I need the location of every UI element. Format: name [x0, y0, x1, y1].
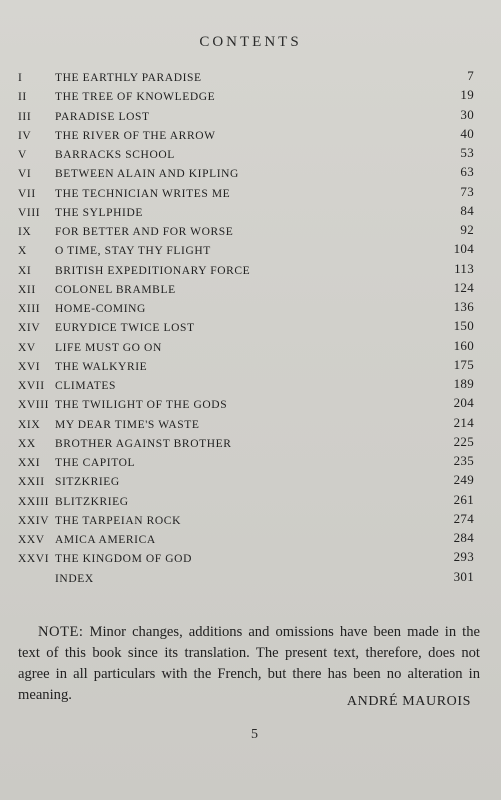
chapter-number: VI	[18, 168, 32, 181]
page-title: CONTENTS	[199, 34, 302, 50]
chapter-number: XVIII	[18, 399, 50, 412]
toc-row	[18, 472, 474, 495]
note-text: Minor changes, additions and omissions have been made in the text of this book since its translation. The present text, therefore, does not agree in all particulars with the French, but there has been no alteration in meaning.	[18, 624, 480, 703]
toc-row	[18, 125, 474, 149]
chapter-number: X	[18, 245, 27, 258]
index-page: 301	[453, 568, 474, 584]
note-label: NOTE:	[38, 624, 84, 640]
chapter-title: THE TECHNICIAN WRITES ME	[55, 187, 231, 200]
chapter-title: BLITZKRIEG	[55, 495, 129, 508]
chapter-number: XVI	[18, 360, 41, 373]
toc-row	[18, 202, 474, 226]
toc-row	[18, 433, 474, 457]
chapter-title: AMICA AMERICA	[55, 534, 156, 546]
chapter-page: 235	[453, 453, 474, 468]
toc-row	[18, 530, 474, 553]
index-title: INDEX	[55, 572, 94, 585]
toc-row	[18, 241, 474, 264]
chapter-page: 293	[453, 549, 474, 565]
toc-row	[18, 260, 474, 284]
chapter-number: XI	[18, 264, 32, 277]
chapter-number: XXIII	[18, 495, 50, 508]
chapter-number: III	[18, 110, 32, 123]
chapter-number: XXVI	[18, 553, 50, 566]
chapter-page: 150	[453, 318, 474, 334]
chapter-title: THE TREE OF KNOWLEDGE	[55, 91, 216, 104]
chapter-page: 214	[453, 414, 474, 430]
chapter-page: 40	[460, 125, 474, 141]
chapter-title: THE CAPITOL	[55, 457, 136, 469]
chapter-page: 225	[453, 433, 474, 449]
toc-row	[18, 299, 474, 322]
toc-row	[18, 491, 474, 515]
chapter-page: 113	[454, 260, 474, 276]
chapter-title: THE TARPEIAN ROCK	[55, 514, 181, 527]
chapter-title: BETWEEN ALAIN AND KIPLING	[55, 168, 239, 181]
chapter-number: VIII	[18, 206, 41, 219]
chapter-number: XVII	[18, 380, 45, 392]
chapter-title: BROTHER AGAINST BROTHER	[55, 437, 232, 450]
toc-row	[18, 395, 474, 418]
chapter-title: LIFE MUST GO ON	[55, 341, 162, 354]
chapter-number: IV	[18, 129, 32, 142]
chapter-title: HOME-COMING	[55, 303, 146, 315]
chapter-title: BARRACKS SCHOOL	[55, 149, 175, 161]
chapter-title: O TIME, STAY THY FLIGHT	[55, 245, 211, 258]
toc-row	[18, 510, 474, 534]
chapter-title: THE KINGDOM OF GOD	[55, 553, 192, 566]
chapter-title: BRITISH EXPEDITIONARY FORCE	[55, 264, 251, 277]
chapter-page: 189	[453, 376, 474, 391]
toc-row-index	[18, 568, 474, 592]
chapter-page: 30	[460, 106, 474, 122]
chapter-page: 84	[460, 202, 474, 218]
page-number: 5	[251, 727, 258, 742]
toc-row	[18, 453, 474, 476]
chapter-title: THE SYLPHIDE	[55, 206, 144, 219]
chapter-title: THE TWILIGHT OF THE GODS	[55, 399, 228, 412]
toc-row	[18, 318, 474, 341]
chapter-number: V	[18, 149, 27, 161]
chapter-number: I	[18, 72, 23, 84]
chapter-page: 53	[460, 145, 474, 160]
table-of-contents	[18, 68, 474, 592]
chapter-title: MY DEAR TIME'S WASTE	[55, 418, 200, 431]
chapter-number: II	[18, 91, 27, 104]
chapter-number: VII	[18, 187, 36, 200]
chapter-page: 63	[460, 164, 474, 180]
toc-row	[18, 356, 474, 380]
chapter-title: THE RIVER OF THE ARROW	[55, 129, 216, 142]
chapter-title: EURYDICE TWICE LOST	[55, 322, 195, 335]
toc-row	[18, 183, 474, 207]
chapter-title: SITZKRIEG	[55, 476, 120, 489]
chapter-number: XXI	[18, 457, 41, 469]
toc-row	[18, 222, 474, 245]
chapter-title: THE WALKYRIE	[55, 360, 148, 373]
chapter-number: XIV	[18, 322, 41, 335]
chapter-page: 160	[453, 337, 474, 353]
chapter-number: XII	[18, 283, 36, 296]
chapter-title: THE EARTHLY PARADISE	[55, 72, 202, 84]
chapter-page: 274	[453, 510, 474, 526]
toc-row	[18, 376, 474, 399]
chapter-title: COLONEL BRAMBLE	[55, 283, 176, 296]
chapter-page: 92	[460, 222, 474, 237]
chapter-number: XXIV	[18, 514, 50, 527]
chapter-page: 175	[453, 356, 474, 372]
toc-row	[18, 106, 474, 130]
chapter-number: IX	[18, 226, 32, 238]
chapter-page: 73	[460, 183, 474, 199]
toc-row	[18, 337, 474, 361]
chapter-title: CLIMATES	[55, 380, 117, 392]
chapter-page: 249	[453, 472, 474, 488]
author-signature: ANDRÉ MAUROIS	[346, 694, 471, 709]
toc-row	[18, 164, 474, 187]
chapter-number: XV	[18, 341, 36, 354]
toc-row	[18, 549, 474, 572]
chapter-page: 284	[453, 530, 474, 545]
toc-row	[18, 87, 474, 110]
chapter-page: 261	[453, 491, 474, 507]
chapter-number: XX	[18, 437, 36, 450]
chapter-number: XIX	[18, 418, 41, 431]
chapter-page: 124	[453, 279, 474, 295]
chapter-number: XXII	[18, 476, 45, 489]
chapter-page: 104	[453, 241, 474, 257]
chapter-title: FOR BETTER AND FOR WORSE	[55, 226, 234, 238]
chapter-page: 7	[467, 68, 474, 83]
chapter-page: 19	[460, 87, 474, 103]
toc-row	[18, 414, 474, 438]
toc-row	[18, 279, 474, 303]
chapter-number: XIII	[18, 303, 41, 315]
chapter-title: PARADISE LOST	[55, 110, 150, 123]
toc-row	[18, 68, 474, 91]
chapter-page: 204	[453, 395, 474, 411]
chapter-number: XXV	[18, 534, 45, 546]
chapter-page: 136	[453, 299, 474, 314]
toc-row	[18, 145, 474, 168]
